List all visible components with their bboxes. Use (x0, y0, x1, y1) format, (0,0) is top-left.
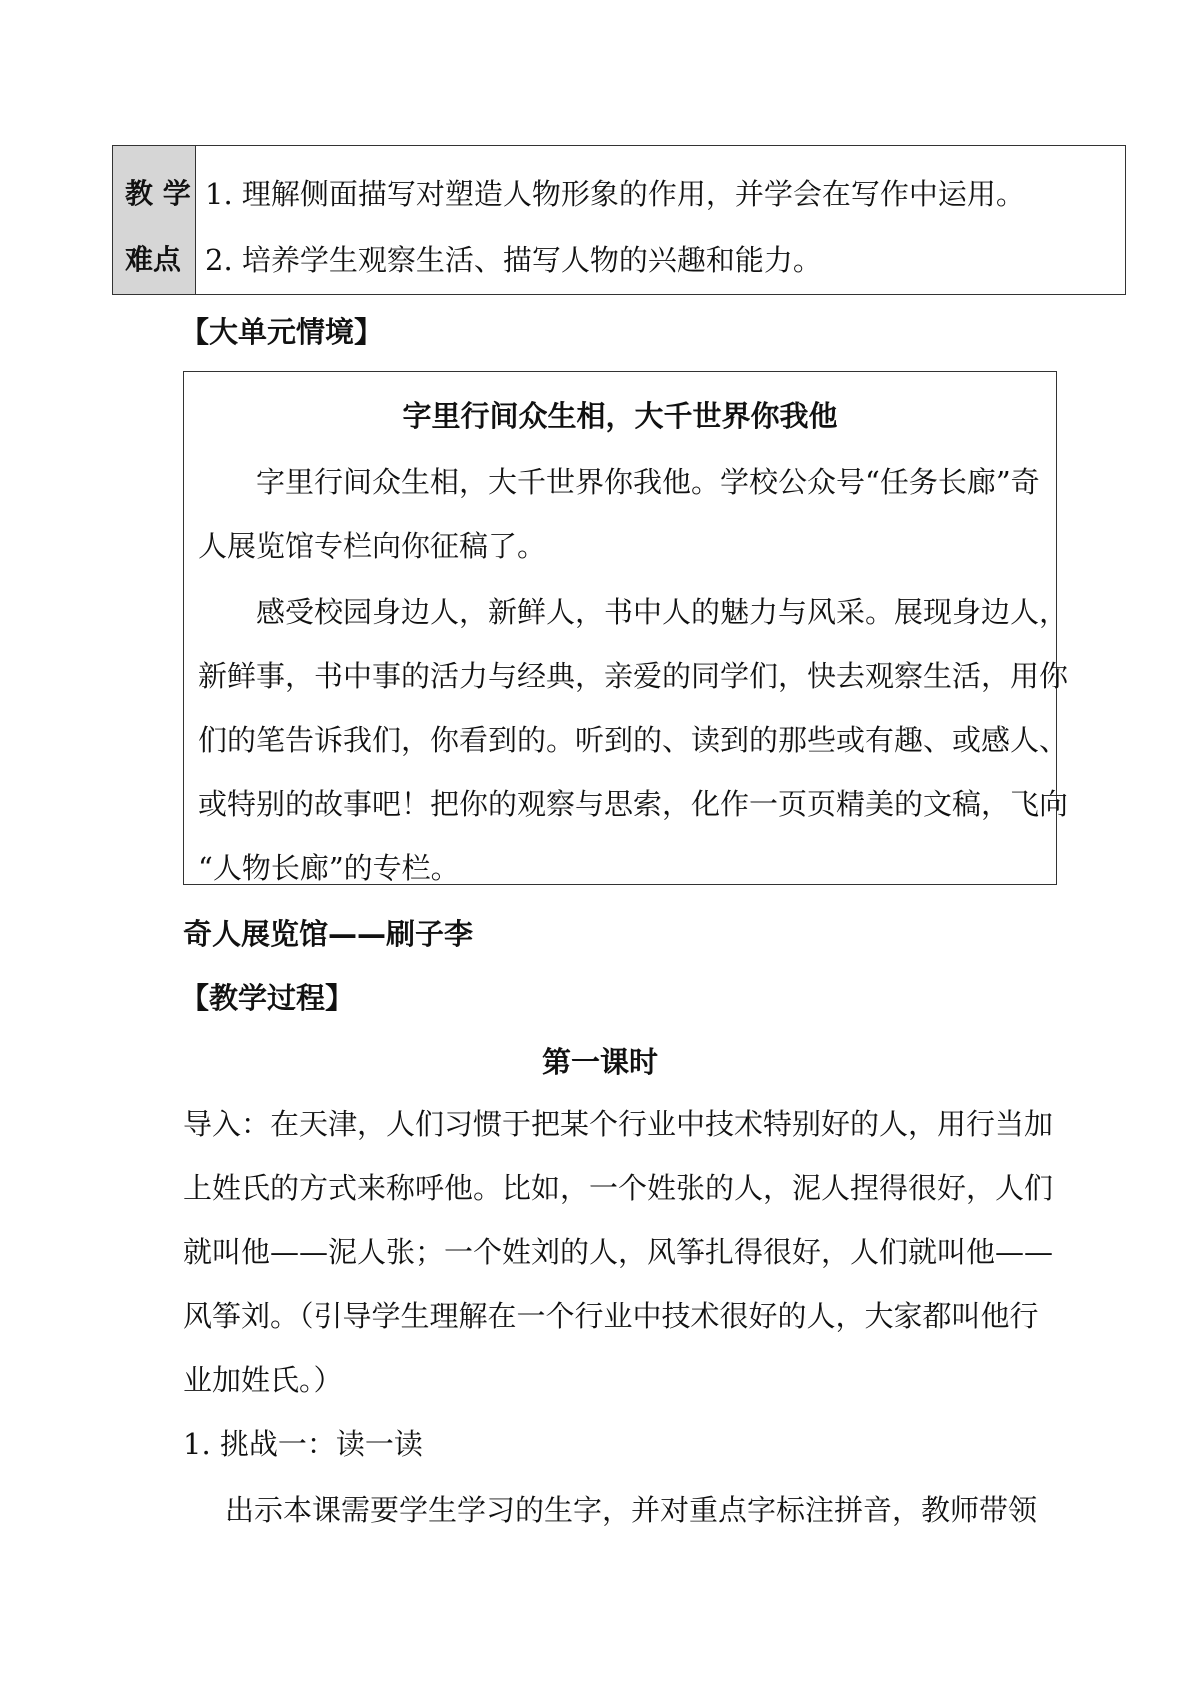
unit-context-line: 或特别的故事吧！把你的观察与思索，化作一页页精美的文稿，飞向 (198, 787, 1069, 821)
objectives-label-cell (113, 146, 196, 294)
objectives-label-line2: 难点 (125, 243, 182, 276)
unit-context-line: 感受校园身边人，新鲜人，书中人的魅力与风采。展现身边人， (256, 595, 1069, 629)
process-heading: 【教学过程】 (180, 981, 355, 1015)
unit-context-line: “人物长廊”的专栏。 (198, 851, 460, 885)
intro-line: 就叫他——泥人张；一个姓刘的人，风筝扎得很好，人们就叫他—— (183, 1235, 1054, 1269)
objective-item: 1. 理解侧面描写对塑造人物形象的作用，并学会在写作中运用。 (205, 177, 1025, 211)
objectives-label-line1: 教 学 (125, 177, 191, 210)
unit-context-line: 字里行间众生相，大千世界你我他。学校公众号“任务长廊”奇 (256, 465, 1040, 499)
objectives-table (112, 145, 1126, 295)
intro-line: 导入：在天津，人们习惯于把某个行业中技术特别好的人，用行当加 (183, 1107, 1054, 1141)
unit-context-line: 人展览馆专栏向你征稿了。 (198, 529, 547, 563)
unit-context-line: 新鲜事，书中事的活力与经典，亲爱的同学们，快去观察生活，用你 (198, 659, 1069, 693)
intro-line: 上姓氏的方式来称呼他。比如，一个姓张的人，泥人捏得很好，人们 (183, 1171, 1054, 1205)
objectives-content-cell (196, 146, 1125, 294)
lesson-title: 奇人展览馆——刷子李 (183, 917, 474, 951)
objective-item: 2. 培养学生观察生活、描写人物的兴趣和能力。 (205, 243, 822, 277)
period-title: 第一课时 (541, 1045, 658, 1079)
unit-context-box (183, 371, 1069, 885)
intro-line: 业加姓氏。） (183, 1363, 343, 1397)
unit-context-line: 们的笔告诉我们，你看到的。听到的、读到的那些或有趣、或感人、 (198, 723, 1069, 757)
unit-context-heading: 【大单元情境】 (180, 315, 384, 349)
unit-context-box-title: 字里行间众生相，大千世界你我他 (402, 399, 838, 433)
intro-line: 风筝刘。（引导学生理解在一个行业中技术很好的人，大家都叫他行 (183, 1299, 1039, 1333)
challenge-one-text: 出示本课需要学生学习的生字，并对重点字标注拼音，教师带领 (225, 1493, 1038, 1527)
challenge-one-heading: 1. 挑战一：读一读 (183, 1427, 423, 1461)
